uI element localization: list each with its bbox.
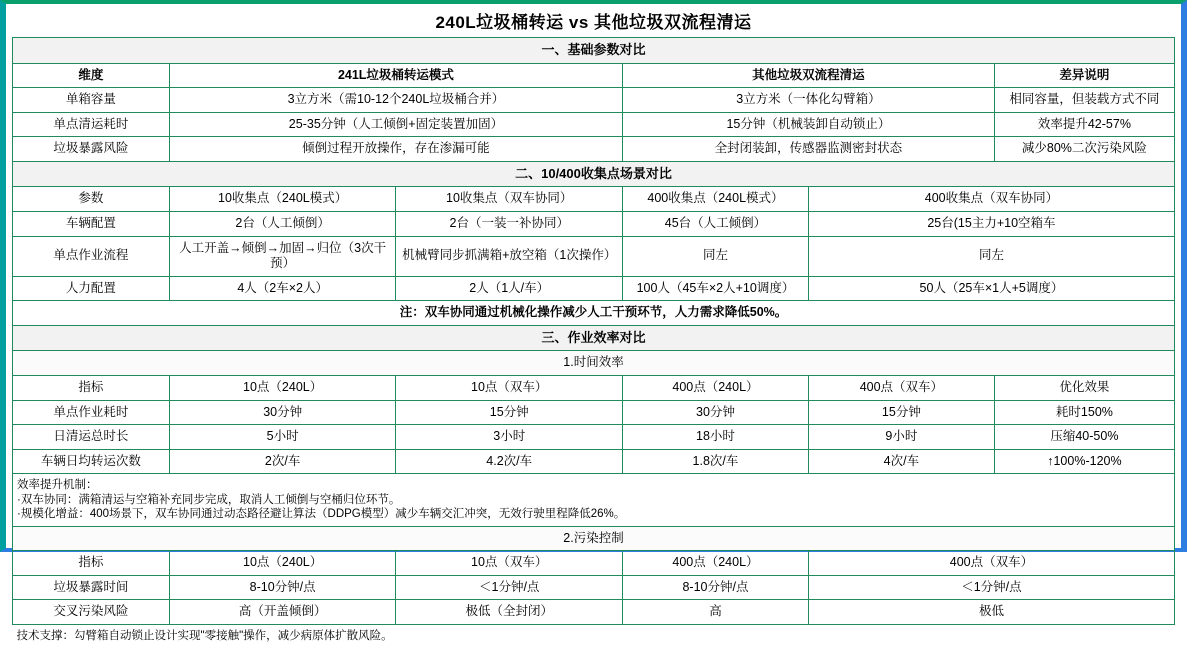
sub1-header-2: 10点（双车）	[396, 375, 623, 400]
section1-heading: 一、基础参数对比	[13, 38, 1175, 63]
section2-r0-c4: 25台(15主力+10空箱车	[808, 211, 1174, 236]
section2-header-row	[13, 187, 1175, 212]
tech-note: 技术支撑：勾臂箱自动锁止设计实现"零接触"操作，减少病原体扩散风险。	[13, 625, 1175, 647]
section3-sub2-heading: 2.污染控制	[13, 526, 1175, 551]
sub1-r1-c0: 日清运总时长	[13, 425, 170, 450]
section2-note-row	[13, 301, 1175, 326]
section2-header-2: 10收集点（双车协同）	[396, 187, 623, 212]
efficiency-note-line-0: ·双车协同：满箱清运与空箱补充同步完成，取消人工倾倒与空桶归位环节。	[17, 493, 1170, 507]
sub1-header-1: 10点（240L）	[169, 375, 396, 400]
section1-header-3: 差异说明	[994, 63, 1174, 88]
section1-header-row	[13, 63, 1175, 88]
sub2-r0-c2: ＜1分钟/点	[396, 575, 623, 600]
table-row	[13, 276, 1175, 301]
sub1-r1-c5: 压缩40-50%	[994, 425, 1174, 450]
section1-r0-c2: 3立方米（一体化勾臂箱）	[623, 88, 995, 113]
sub1-r2-c2: 4.2次/车	[396, 449, 623, 474]
section1-header-0: 维度	[13, 63, 170, 88]
sub2-r0-c0: 垃圾暴露时间	[13, 575, 170, 600]
section1-r2-c1: 倾倒过程开放操作，存在渗漏可能	[169, 137, 622, 162]
section1-heading-row	[13, 38, 1175, 63]
sub1-r2-c4: 4次/车	[808, 449, 994, 474]
sub1-r2-c1: 2次/车	[169, 449, 396, 474]
section3-heading-row	[13, 326, 1175, 351]
sub1-r1-c1: 5小时	[169, 425, 396, 450]
title-row	[13, 8, 1175, 38]
sub1-r2-c3: 1.8次/车	[623, 449, 809, 474]
document-inner	[12, 8, 1175, 544]
sub1-r2-c5: ↑100%-120%	[994, 449, 1174, 474]
comparison-table	[12, 8, 1175, 647]
tech-note-row	[13, 625, 1175, 647]
section2-r0-c0: 车辆配置	[13, 211, 170, 236]
table-row	[13, 112, 1175, 137]
sub1-r0-c0: 单点作业耗时	[13, 400, 170, 425]
table-row	[13, 88, 1175, 113]
section1-r0-c1: 3立方米（需10-12个240L垃圾桶合并）	[169, 88, 622, 113]
sub1-header-5: 优化效果	[994, 375, 1174, 400]
section1-header-1: 241L垃圾桶转运模式	[169, 63, 622, 88]
section2-header-0: 参数	[13, 187, 170, 212]
sub1-header-4: 400点（双车）	[808, 375, 994, 400]
sub2-r0-c1: 8-10分钟/点	[169, 575, 396, 600]
section2-r2-c2: 2人（1人/车）	[396, 276, 623, 301]
sub2-header-2: 10点（双车）	[396, 551, 623, 576]
sub2-header-0: 指标	[13, 551, 170, 576]
sub1-header-0: 指标	[13, 375, 170, 400]
section3-sub1-header-row	[13, 375, 1175, 400]
efficiency-notes-title: 效率提升机制：	[17, 478, 1170, 492]
page-title: 240L垃圾桶转运 vs 其他垃圾双流程清运	[13, 8, 1175, 38]
section2-r0-c2: 2台（一装一补协同）	[396, 211, 623, 236]
section2-r0-c3: 45台（人工倾倒）	[623, 211, 809, 236]
table-row	[13, 211, 1175, 236]
section1-r1-c1: 25-35分钟（人工倾倒+固定装置加固）	[169, 112, 622, 137]
sub1-r1-c3: 18小时	[623, 425, 809, 450]
sub2-r1-c1: 高（开盖倾倒）	[169, 600, 396, 625]
section2-heading: 二、10/400收集点场景对比	[13, 162, 1175, 187]
sub2-r0-c4: ＜1分钟/点	[808, 575, 1174, 600]
section2-r1-c3: 同左	[623, 236, 809, 276]
section1-r0-c0: 单箱容量	[13, 88, 170, 113]
section2-header-4: 400收集点（双车协同）	[808, 187, 1174, 212]
section2-r2-c3: 100人（45车×2人+10调度）	[623, 276, 809, 301]
sub1-r1-c2: 3小时	[396, 425, 623, 450]
sub2-header-4: 400点（双车）	[808, 551, 1174, 576]
sub1-r0-c3: 30分钟	[623, 400, 809, 425]
efficiency-notes-row	[13, 474, 1175, 526]
section3-sub2-heading-row	[13, 526, 1175, 551]
section1-r0-c3: 相同容量，但装载方式不同	[994, 88, 1174, 113]
section2-r1-c1: 人工开盖→倾倒→加固→归位（3次干预）	[169, 236, 396, 276]
sub1-r0-c1: 30分钟	[169, 400, 396, 425]
sub2-r1-c0: 交叉污染风险	[13, 600, 170, 625]
section2-r1-c4: 同左	[808, 236, 1174, 276]
sub2-header-3: 400点（240L）	[623, 551, 809, 576]
sub1-r1-c4: 9小时	[808, 425, 994, 450]
section3-heading: 三、作业效率对比	[13, 326, 1175, 351]
sub2-header-1: 10点（240L）	[169, 551, 396, 576]
sub2-r1-c3: 高	[623, 600, 809, 625]
section1-r1-c0: 单点清运耗时	[13, 112, 170, 137]
sub1-r0-c2: 15分钟	[396, 400, 623, 425]
section1-r1-c3: 效率提升42-57%	[994, 112, 1174, 137]
efficiency-notes	[13, 474, 1175, 526]
table-row	[13, 600, 1175, 625]
section2-r2-c1: 4人（2车×2人）	[169, 276, 396, 301]
section1-r2-c3: 减少80%二次污染风险	[994, 137, 1174, 162]
table-row	[13, 425, 1175, 450]
sub2-r0-c3: 8-10分钟/点	[623, 575, 809, 600]
table-row	[13, 449, 1175, 474]
section2-r2-c4: 50人（25车×1人+5调度）	[808, 276, 1174, 301]
section3-sub2-header-row	[13, 551, 1175, 576]
section3-sub1-heading: 1.时间效率	[13, 351, 1175, 376]
section2-note: 注：双车协同通过机械化操作减少人工干预环节，人力需求降低50%。	[13, 301, 1175, 326]
section2-r2-c0: 人力配置	[13, 276, 170, 301]
sub1-header-3: 400点（240L）	[623, 375, 809, 400]
sub2-r1-c2: 极低（全封闭）	[396, 600, 623, 625]
sub2-r1-c4: 极低	[808, 600, 1174, 625]
section2-heading-row	[13, 162, 1175, 187]
table-row	[13, 575, 1175, 600]
section1-header-2: 其他垃圾双流程清运	[623, 63, 995, 88]
sub1-r0-c4: 15分钟	[808, 400, 994, 425]
section2-r1-c0: 单点作业流程	[13, 236, 170, 276]
section1-r2-c2: 全封闭装卸，传感器监测密封状态	[623, 137, 995, 162]
table-row	[13, 400, 1175, 425]
efficiency-note-line-1: ·规模化增益：400场景下，双车协同通过动态路径避让算法（DDPG模型）减少车辆交汇冲突，无效行驶里程降低26%。	[17, 507, 1170, 521]
section1-r1-c2: 15分钟（机械装卸自动锁止）	[623, 112, 995, 137]
sub1-r2-c0: 车辆日均转运次数	[13, 449, 170, 474]
section2-header-3: 400收集点（240L模式）	[623, 187, 809, 212]
table-row	[13, 236, 1175, 276]
section3-sub1-heading-row	[13, 351, 1175, 376]
section1-r2-c0: 垃圾暴露风险	[13, 137, 170, 162]
section2-r0-c1: 2台（人工倾倒）	[169, 211, 396, 236]
sub1-r0-c5: 耗时150%	[994, 400, 1174, 425]
table-row	[13, 137, 1175, 162]
section2-r1-c2: 机械臂同步抓满箱+放空箱（1次操作）	[396, 236, 623, 276]
section2-header-1: 10收集点（240L模式）	[169, 187, 396, 212]
